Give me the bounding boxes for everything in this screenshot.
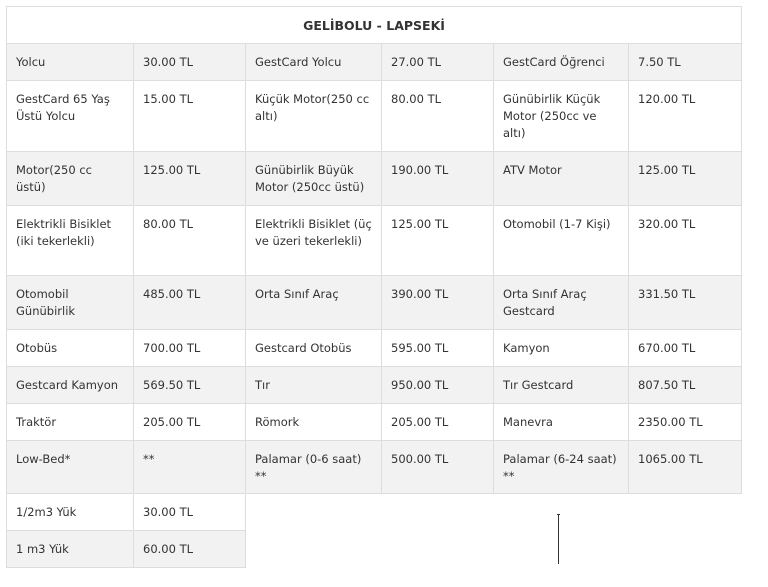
table-cell-label: 1 m3 Yük [7,531,134,568]
table-cell-label: Otomobil Günübirlik [7,276,134,330]
table-cell-price: 125.00 TL [629,152,742,206]
table-cell-price: 125.00 TL [134,152,246,206]
table-cell-label: Manevra [494,404,629,441]
table-cell-label: GestCard Öğrenci [494,44,629,81]
table-cell-label: Motor(250 cc üstü) [7,152,134,206]
table-cell-price: 700.00 TL [134,330,246,367]
table-cell-label: Gestcard Otobüs [246,330,382,367]
table-cell-price: 485.00 TL [134,276,246,330]
table-cell-price: 331.50 TL [629,276,742,330]
table-cell-label: Günübirlik Küçük Motor (250cc ve altı) [494,81,629,152]
table-cell-label: Elektrikli Bisiklet (iki tekerlekli) [7,206,134,276]
text-cursor-top [557,514,560,515]
table-cell-price: 80.00 TL [382,81,494,152]
table-cell-price: 670.00 TL [629,330,742,367]
table-cell-price: ** [134,441,246,494]
table-cell-label: Palamar (6-24 saat) ** [494,441,629,494]
table-cell-price: 7.50 TL [629,44,742,81]
table-row [6,441,742,494]
table-cell-price: 60.00 TL [134,531,246,568]
table-cell-price: 27.00 TL [382,44,494,81]
table-cell-label: Yolcu [7,44,134,81]
table-cell-price: 569.50 TL [134,367,246,404]
table-cell-price: 205.00 TL [382,404,494,441]
table-cell-label: Traktör [7,404,134,441]
table-row [6,81,742,152]
text-cursor [558,514,559,564]
table-cell-label: 1/2m3 Yük [7,494,134,531]
table-cell-label: Low-Bed* [7,441,134,494]
table-row [6,531,246,568]
table-cell-price: 950.00 TL [382,367,494,404]
table-row [6,404,742,441]
table-cell-price: 125.00 TL [382,206,494,276]
table-cell-price: 1065.00 TL [629,441,742,494]
table-cell-price: 2350.00 TL [629,404,742,441]
table-cell-price: 15.00 TL [134,81,246,152]
table-cell-price: 205.00 TL [134,404,246,441]
table-row [6,330,742,367]
table-cell-label: Otomobil (1-7 Kişi) [494,206,629,276]
table-cell-price: 390.00 TL [382,276,494,330]
table-cell-price: 807.50 TL [629,367,742,404]
table-cell-label: GestCard Yolcu [246,44,382,81]
table-row [6,367,742,404]
table-row [6,152,742,206]
table-cell-label: Römork [246,404,382,441]
table-cell-label: Palamar (0-6 saat) ** [246,441,382,494]
table-cell-label: ATV Motor [494,152,629,206]
table-cell-label: GestCard 65 Yaş Üstü Yolcu [7,81,134,152]
table-row [6,276,742,330]
table-cell-label: Küçük Motor(250 cc altı) [246,81,382,152]
table-cell-price: 30.00 TL [134,494,246,531]
table-cell-label: Elektrikli Bisiklet (üç ve üzeri tekerlekli) [246,206,382,276]
table-cell-label: Tır [246,367,382,404]
table-cell-label: Günübirlik Büyük Motor (250cc üstü) [246,152,382,206]
table-cell-label: Kamyon [494,330,629,367]
table-row [6,44,742,81]
tariff-table [6,6,742,568]
table-cell-label: Gestcard Kamyon [7,367,134,404]
table-cell-price: 30.00 TL [134,44,246,81]
table-cell-price: 120.00 TL [629,81,742,152]
table-cell-label: Tır Gestcard [494,367,629,404]
table-cell-price: 190.00 TL [382,152,494,206]
table-row [6,206,742,276]
table-cell-label: Orta Sınıf Araç [246,276,382,330]
table-cell-price: 595.00 TL [382,330,494,367]
table-cell-label: Orta Sınıf Araç Gestcard [494,276,629,330]
table-cell-price: 500.00 TL [382,441,494,494]
table-row [6,494,246,531]
table-cell-price: 80.00 TL [134,206,246,276]
table-cell-price: 320.00 TL [629,206,742,276]
table-cell-label: Otobüs [7,330,134,367]
table-title: GELİBOLU - LAPSEKİ [6,6,742,44]
